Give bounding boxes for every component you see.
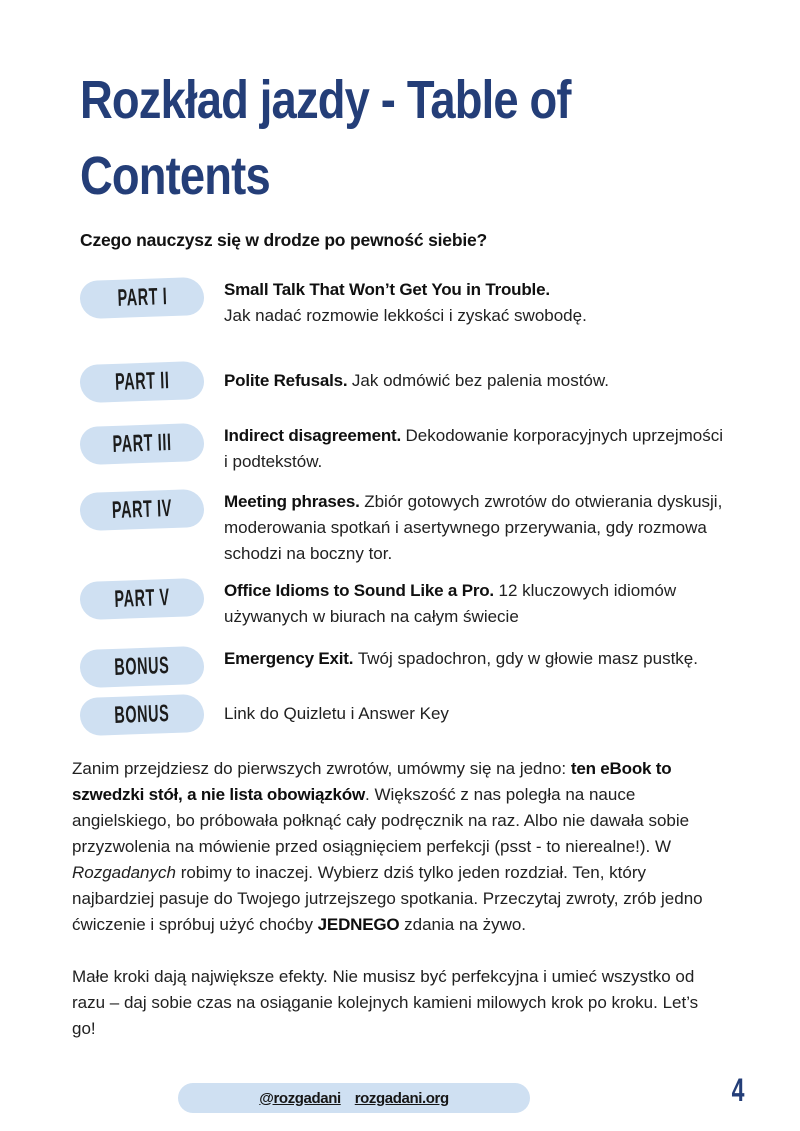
page-title: Rozkład jazdy - Table of Contents: [80, 70, 571, 206]
part-badge: [79, 361, 204, 403]
part-badge-label: PART IV: [111, 494, 173, 525]
toc-entry-description: Jak odmówić bez palenia mostów.: [351, 371, 609, 390]
page-content: [72, 62, 732, 1068]
footer-link[interactable]: rozgadani.org: [354, 1089, 449, 1107]
part-badge-label: BONUS: [114, 652, 170, 681]
toc-entry-text: [224, 277, 587, 329]
paragraph: [72, 756, 717, 938]
toc-entry-description: 12 kluczowych idiomów używanych w biurach na całym świecie: [224, 581, 677, 626]
page-subtitle: Czego nauczysz się w drodze po pewność siebie?: [80, 230, 488, 250]
toc-entry-title: Office Idioms to Sound Like a Pro.: [224, 581, 499, 600]
toc-entry-description: Jak nadać rozmowie lekkości i zyskać swobodę.: [224, 306, 587, 325]
toc-list: [80, 277, 732, 734]
part-badge: [79, 578, 204, 620]
toc-row: [80, 646, 732, 686]
paragraph: [72, 964, 717, 1042]
toc-entry-description: Zbiór gotowych zwrotów do otwierania dyskusji, moderowania spotkań i asertywnego przerywania, gdy rozmowa schodzi na boczny tor.: [224, 492, 723, 563]
paragraph-segment: . Większość z nas poległa na nauce angielskiego, bo próbowała połknąć cały podręcznik na raz. Albo nie dawała sobie przyzwolenia na mówienie przed osiągnięciem perfekcji (psst - to nierealne!). W: [72, 785, 690, 856]
toc-entry-text: [224, 489, 724, 567]
paragraph-segment: Zanim przejdziesz do pierwszych zwrotów, umówmy się na jedno:: [72, 759, 571, 778]
paragraph-segment: ten eBook to szwedzki stół, a nie lista obowiązków: [72, 759, 672, 804]
paragraph-segment: Małe kroki dają największe efekty. Nie musisz być perfekcyjna i umieć wszystko od razu – daj sobie czas na osiąganie kolejnych kamieni milowych krok po kroku. Let’s go!: [72, 967, 699, 1038]
part-badge-label: PART II: [114, 367, 170, 396]
paragraph-segment: robimy to inaczej. Wybierz dziś tylko jeden rozdział. Ten, który najbardziej pasuje do Twojego jutrzejszego spotkania. Przeczytaj zwroty, zrób jedno ćwiczenie i spróbuj użyć choćby: [72, 863, 703, 934]
toc-entry-description: Dekodowanie korporacyjnych uprzejmości i podtekstów.: [224, 426, 723, 471]
toc-row: [80, 694, 732, 734]
toc-entry-description: Link do Quizletu i Answer Key: [224, 704, 449, 723]
toc-entry-description: Twój spadochron, gdy w głowie masz pustkę.: [357, 649, 698, 668]
part-badge: [79, 423, 204, 465]
part-badge-label: PART I: [116, 283, 168, 312]
page-number: 4: [731, 1072, 745, 1108]
toc-entry-title: Small Talk That Won’t Get You in Trouble.: [224, 280, 550, 299]
toc-row: [80, 361, 732, 401]
part-badge-label: BONUS: [114, 700, 170, 729]
toc-entry-text: [224, 368, 609, 394]
part-badge: [79, 277, 204, 319]
toc-entry-text: [224, 578, 724, 630]
toc-row: [80, 423, 732, 475]
toc-row: [80, 277, 732, 329]
toc-row: [80, 578, 732, 630]
toc-entry-text: [224, 646, 698, 672]
part-badge-label: PART V: [113, 584, 171, 613]
part-badge: [79, 489, 204, 531]
part-badge: [79, 694, 204, 736]
toc-row: [80, 489, 732, 567]
paragraph-segment: Rozgadanych: [72, 863, 176, 882]
body-paragraphs: [72, 756, 717, 1042]
toc-entry-text: [224, 701, 449, 727]
toc-entry-text: [224, 423, 724, 475]
toc-entry-title: Polite Refusals.: [224, 371, 352, 390]
part-badge: [79, 646, 204, 688]
paragraph-segment: zdania na żywo.: [399, 915, 527, 934]
footer-bar: [178, 1083, 530, 1113]
toc-entry-title: Meeting phrases.: [224, 492, 365, 511]
part-badge-label: PART III: [112, 428, 172, 459]
paragraph-segment: JEDNEGO: [317, 915, 400, 934]
footer-link[interactable]: @rozgadani: [259, 1089, 341, 1107]
toc-entry-title: Indirect disagreement.: [224, 426, 406, 445]
toc-entry-title: Emergency Exit.: [224, 649, 358, 668]
